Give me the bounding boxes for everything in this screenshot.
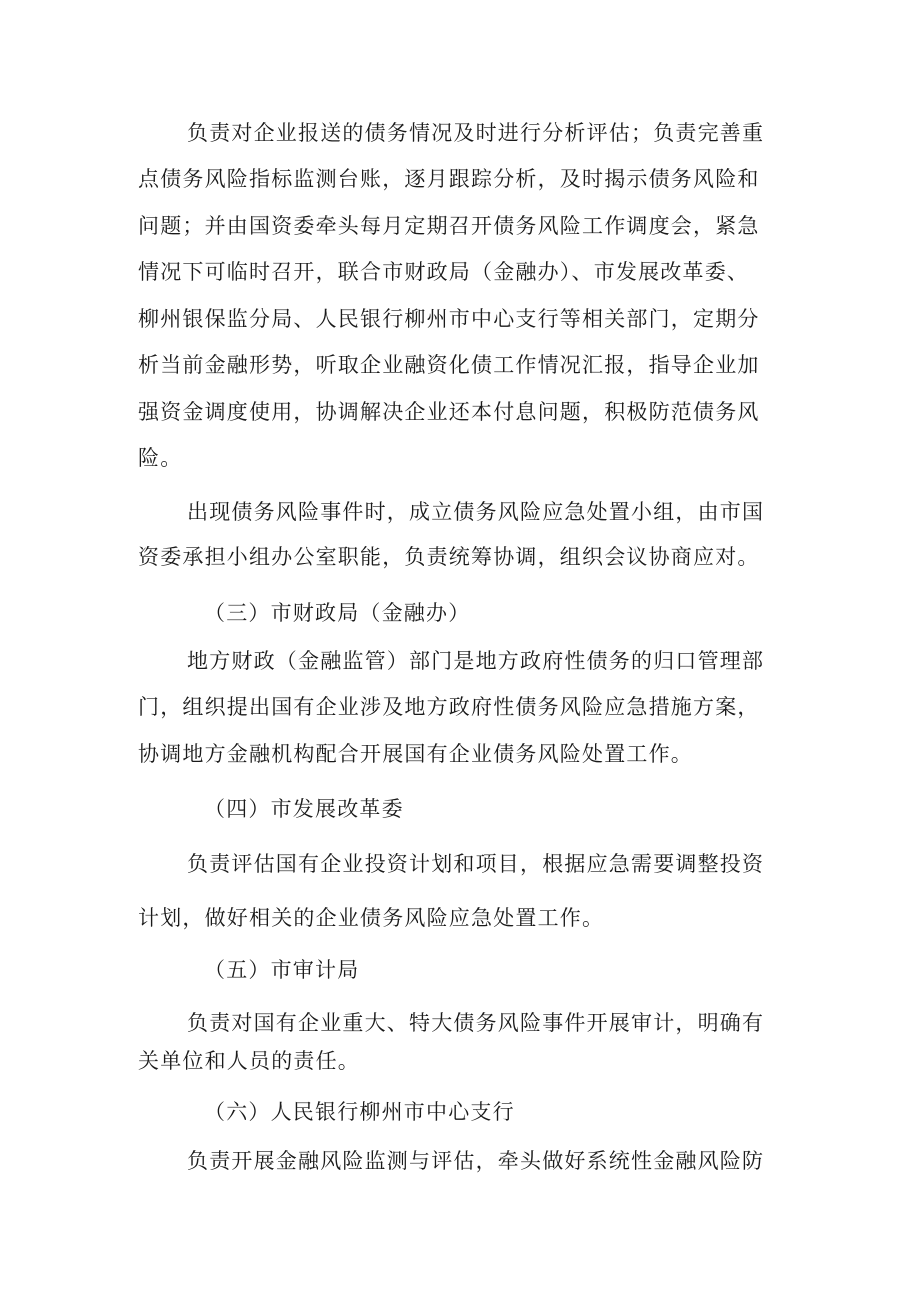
text-line: 析当前金融形势，听取企业融资化债工作情况汇报，指导企业加: [138, 353, 760, 377]
text-line: 协调地方金融机构配合开展国有企业债务风险处置工作。: [138, 742, 693, 766]
text-line: 门，组织提出国有企业涉及地方政府性债务风险应急措施方案，: [138, 695, 760, 719]
section-heading: （五）市审计局: [204, 958, 360, 982]
text-line: 地方财政（金融监管）部门是地方政府性债务的归口管理部: [187, 649, 765, 673]
text-line: 问题；并由国资委牵头每月定期召开债务风险工作调度会，紧急: [138, 214, 760, 238]
text-line: 柳州银保监分局、人民银行柳州市中心支行等相关部门，定期分: [138, 307, 760, 331]
text-line: 负责对企业报送的债务情况及时进行分析评估；负责完善重: [187, 121, 765, 145]
section-heading: （四）市发展改革委: [204, 797, 404, 821]
text-line: 计划，做好相关的企业债务风险应急处置工作。: [138, 906, 605, 930]
section-heading: （六）人民银行柳州市中心支行: [204, 1100, 515, 1124]
text-line: 负责评估国有企业投资计划和项目，根据应急需要调整投资: [187, 852, 765, 876]
text-line: 情况下可临时召开，联合市财政局（金融办）、市发展改革委、: [138, 260, 750, 284]
text-line: 险。: [138, 446, 183, 470]
text-line: 强资金调度使用，协调解决企业还本付息问题，积极防范债务风: [138, 400, 760, 424]
text-line: 资委承担小组办公室职能，负责统筹协调，组织会议协商应对。: [138, 545, 760, 569]
text-line: 关单位和人员的责任。: [138, 1049, 360, 1073]
section-heading: （三）市财政局（金融办）: [204, 601, 471, 625]
text-line: 点债务风险指标监测台账，逐月跟踪分析，及时揭示债务风险和: [138, 167, 760, 191]
text-line: 出现债务风险事件时，成立债务风险应急处置小组，由市国: [187, 500, 765, 524]
text-line: 负责开展金融风险监测与评估，牵头做好系统性金融风险防: [187, 1149, 765, 1173]
text-line: 负责对国有企业重大、特大债务风险事件开展审计，明确有: [187, 1011, 765, 1035]
